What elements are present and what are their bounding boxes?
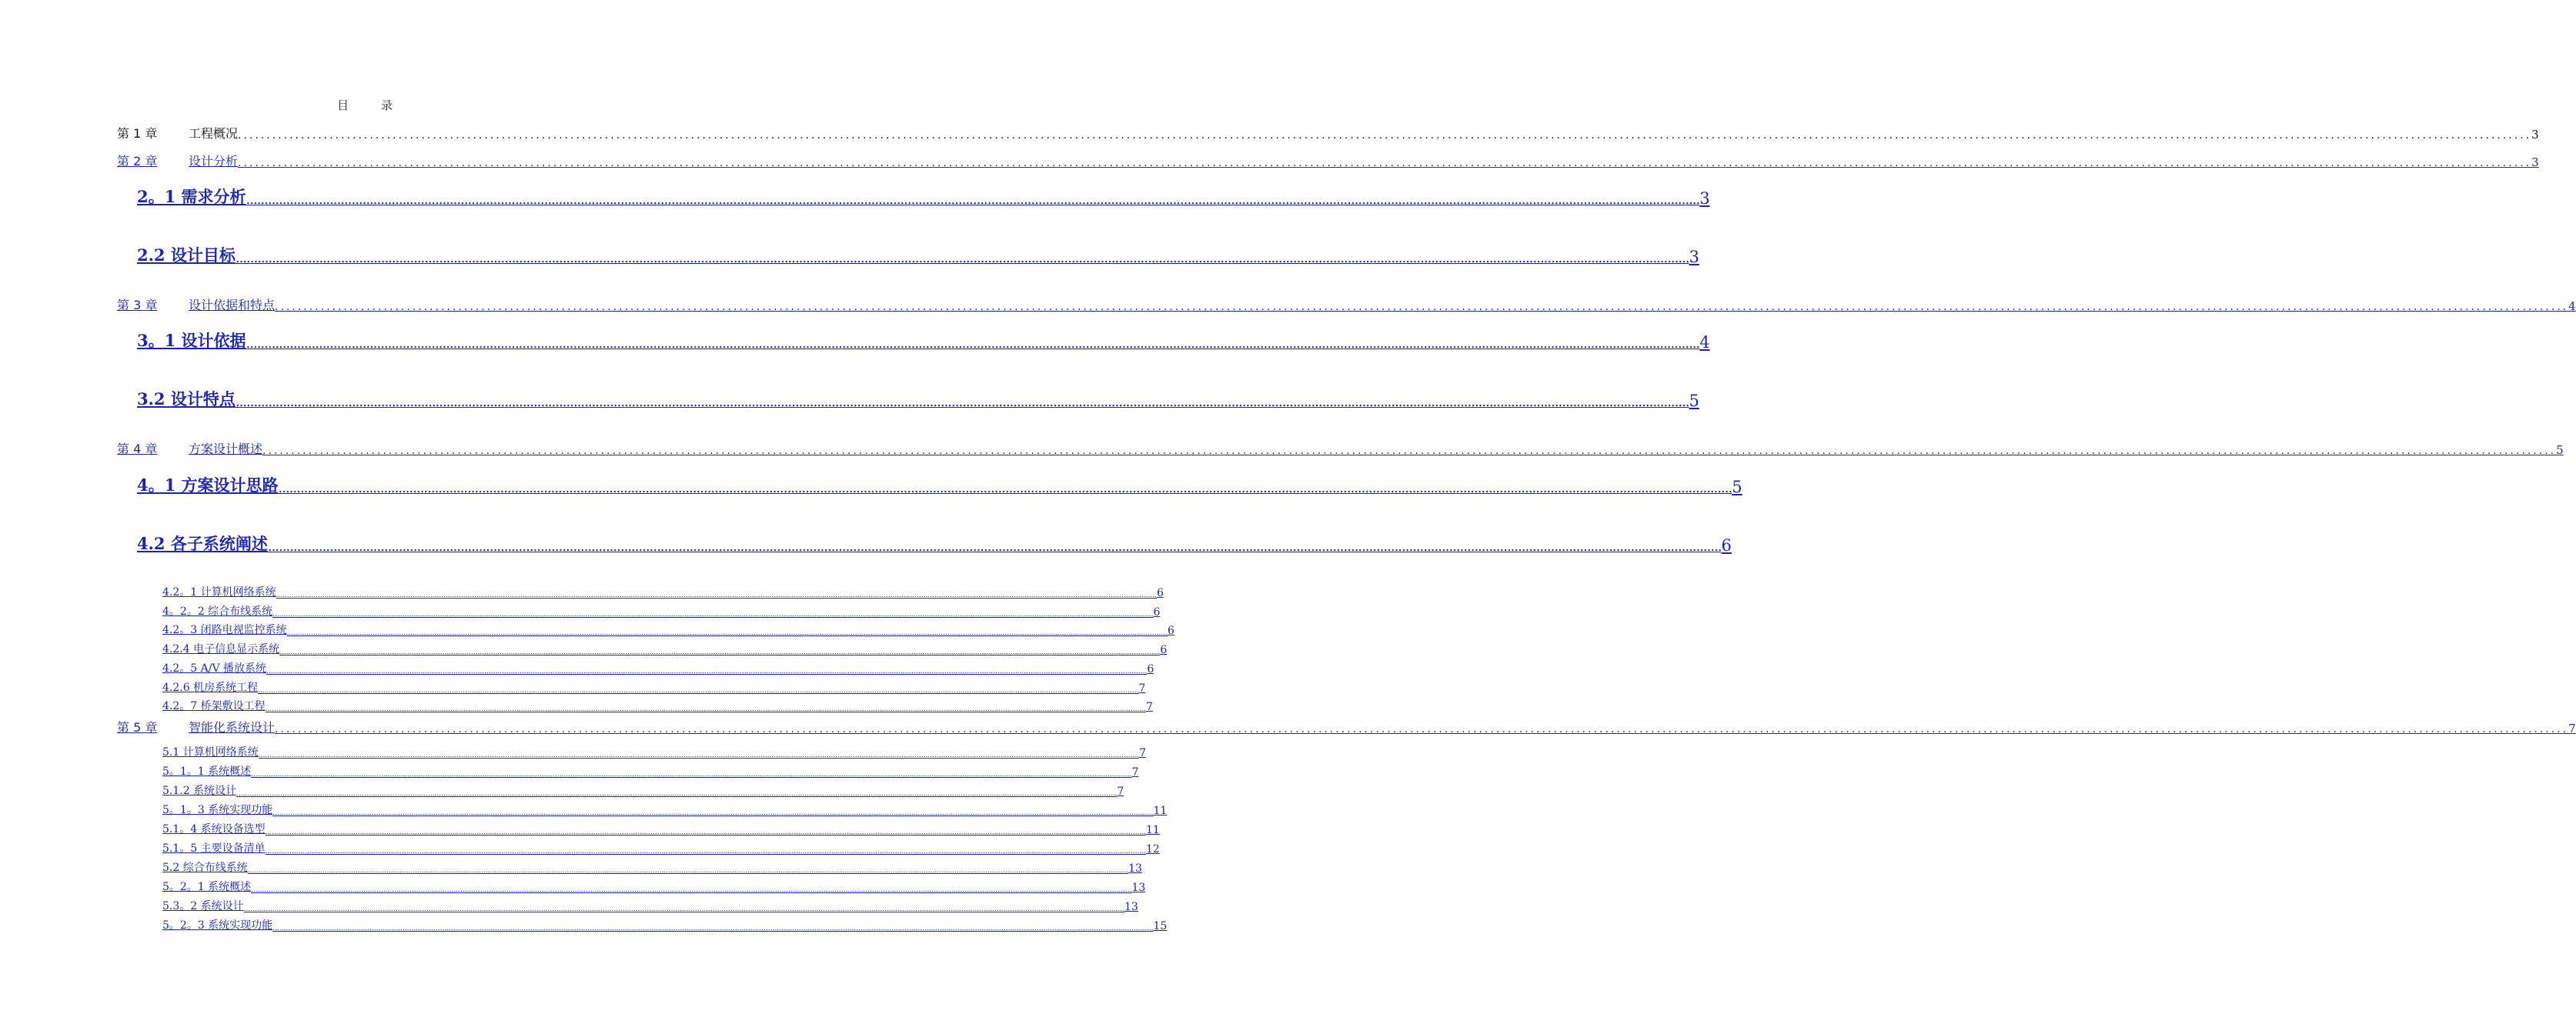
toc-entry-label[interactable]: 设计分析 [189, 154, 239, 168]
toc-entry-label[interactable]: 4.2。7 桥架敷设工程 [162, 700, 266, 712]
toc-entry[interactable] [162, 782, 1124, 798]
toc-page-number: 6 [1721, 536, 1732, 555]
toc-leader-dots: ................................................................................................................................................................................................................................................................................................................................................................................................................ [279, 649, 1161, 656]
toc-page-number: 7 [2568, 722, 2576, 735]
toc-leader-dots: ................................................................................................................................................................................................................................................................................................................................................................................................................ [258, 752, 1140, 759]
toc-entry-label[interactable]: 4.2。3 闭路电视监控系统 [162, 624, 287, 636]
toc-leader-dots: ................................................................................................................................................................................................................................................................................................................................................................................................................ [272, 809, 1154, 817]
toc-leader-dots: ................................................................................................................................................................................................................................................................................................................................................................................................................ [251, 886, 1132, 894]
toc-entry [117, 123, 2539, 142]
toc-entry[interactable] [162, 641, 1168, 656]
toc-leader-dots: ................................................................................................................................................................................................................................................................................................................................................................................................................ [238, 129, 2532, 142]
toc-entry[interactable] [117, 151, 2539, 169]
toc-leader-dots: ................................................................................................................................................................................................................................................................................................................................................................................................................ [275, 301, 2569, 313]
toc-entry[interactable] [162, 584, 1164, 599]
toc-entry-label[interactable]: 智能化系统设计 [189, 720, 276, 735]
toc-page-number: 7 [1139, 747, 1146, 759]
toc-leader-dots: ................................................................................................................................................................................................................................................................................................................................................................................................................ [243, 906, 1124, 913]
toc-title-left: 目 [336, 98, 350, 112]
toc-entry[interactable] [162, 821, 1160, 836]
toc-chapter-number: 第 4 章 [117, 442, 158, 456]
toc-page-number: 4 [1699, 333, 1710, 352]
toc-leader-dots: ................................................................................................................................................................................................................................................................................................................................................................................................................ [267, 539, 1722, 555]
toc-page-number: 13 [1131, 882, 1146, 894]
toc-entry-label[interactable]: 2.2 设计目标 [137, 245, 236, 265]
toc-entry[interactable] [137, 243, 1699, 266]
toc-entry[interactable] [137, 473, 1742, 496]
toc-entry-label[interactable]: 5.1。4 系统设备选型 [162, 823, 266, 836]
toc-leader-dots: ................................................................................................................................................................................................................................................................................................................................................................................................................ [266, 668, 1148, 675]
toc-page-number: 4 [2568, 299, 2576, 313]
toc-leader-dots: ................................................................................................................................................................................................................................................................................................................................................................................................................ [272, 925, 1154, 932]
toc-entry[interactable] [162, 917, 1168, 932]
toc-leader-dots: ................................................................................................................................................................................................................................................................................................................................................................................................................ [238, 157, 2532, 169]
toc-leader-dots: ................................................................................................................................................................................................................................................................................................................................................................................................................ [251, 771, 1132, 779]
toc-entry-label[interactable]: 5.3。2 系统设计 [162, 900, 244, 912]
toc-entry-label[interactable]: 方案设计概述 [189, 442, 263, 456]
toc-entry[interactable] [162, 802, 1168, 817]
toc-page-number: 6 [1156, 587, 1164, 599]
toc-entry[interactable] [162, 879, 1146, 894]
toc-page-number: 3 [2531, 155, 2539, 169]
toc-page-number: 5 [1689, 392, 1699, 410]
toc-page-number: 7 [1145, 701, 1153, 713]
toc-leader-dots: ................................................................................................................................................................................................................................................................................................................................................................................................................ [262, 445, 2557, 457]
toc-leader-dots: ................................................................................................................................................................................................................................................................................................................................................................................................................ [265, 848, 1146, 856]
toc-entry[interactable] [162, 840, 1160, 856]
toc-entry[interactable] [162, 744, 1146, 759]
toc-page-number: 12 [1145, 843, 1160, 856]
toc-leader-dots: ................................................................................................................................................................................................................................................................................................................................................................................................................ [235, 394, 1689, 410]
toc-leader-dots: ................................................................................................................................................................................................................................................................................................................................................................................................................ [286, 629, 1168, 637]
toc-entry-label[interactable]: 4.2。1 计算机网络系统 [162, 586, 276, 599]
toc-entry[interactable] [162, 763, 1139, 779]
toc-entry-label[interactable]: 5.2 综合布线系统 [162, 862, 248, 874]
toc-chapter-number: 第 5 章 [117, 720, 158, 735]
toc-page-number: 7 [1117, 786, 1124, 798]
toc-leader-dots: ................................................................................................................................................................................................................................................................................................................................................................................................................ [272, 611, 1154, 619]
toc-entry[interactable] [137, 532, 1732, 555]
toc-entry-label: 工程概况 [189, 126, 239, 141]
toc-page-number: 13 [1128, 862, 1142, 875]
toc-page-number: 3 [2531, 128, 2539, 142]
toc-entry-label[interactable]: 3。1 设计依据 [137, 331, 246, 350]
toc-leader-dots: ................................................................................................................................................................................................................................................................................................................................................................................................................ [247, 867, 1129, 875]
toc-leader-dots: ................................................................................................................................................................................................................................................................................................................................................................................................................ [258, 687, 1139, 695]
toc-leader-dots: ................................................................................................................................................................................................................................................................................................................................................................................................................ [265, 705, 1146, 713]
toc-page-number: 6 [1160, 644, 1168, 656]
toc-page-number: 11 [1145, 824, 1160, 836]
toc-entry[interactable] [162, 698, 1153, 713]
toc-entry-label[interactable]: 5。1。3 系统实现功能 [162, 804, 273, 816]
toc-leader-dots: ................................................................................................................................................................................................................................................................................................................................................................................................................ [265, 829, 1146, 836]
toc-entry-label[interactable]: 4.2 各子系统阐述 [137, 534, 268, 553]
toc-entry-label[interactable]: 4.2。5 A/V 播放系统 [162, 662, 267, 675]
toc-page-number: 3 [1699, 189, 1710, 208]
toc-page-number: 3 [1689, 248, 1699, 266]
toc-entry[interactable] [162, 859, 1142, 875]
toc-page-number: 6 [1167, 625, 1174, 637]
toc-chapter-number: 第 1 章 [117, 126, 158, 141]
toc-entry-label[interactable]: 5。2。1 系统概述 [162, 881, 252, 893]
toc-entry-label[interactable]: 5。1。1 系统概述 [162, 765, 252, 778]
toc-page-number: 15 [1153, 920, 1168, 932]
toc-entry-label[interactable]: 4.2.4 电子信息显示系统 [162, 643, 280, 655]
toc-leader-dots: ................................................................................................................................................................................................................................................................................................................................................................................................................ [246, 192, 1700, 208]
toc-page-number: 7 [1138, 682, 1146, 695]
toc-leader-dots: ................................................................................................................................................................................................................................................................................................................................................................................................................ [236, 790, 1118, 798]
toc-entry[interactable] [137, 387, 1699, 410]
toc-entry-label[interactable]: 4。1 方案设计思路 [137, 475, 279, 495]
toc-entry-label[interactable]: 4。2。2 综合布线系统 [162, 605, 273, 618]
toc-entry-label[interactable]: 设计依据和特点 [189, 298, 276, 312]
toc-page-number: 6 [1147, 663, 1154, 675]
toc-entry[interactable] [162, 622, 1174, 637]
toc-page-number: 7 [1131, 766, 1139, 779]
toc-entry[interactable] [137, 329, 1710, 352]
toc-title [0, 97, 731, 113]
toc-leader-dots: ................................................................................................................................................................................................................................................................................................................................................................................................................ [235, 250, 1689, 266]
toc-leader-dots: ................................................................................................................................................................................................................................................................................................................................................................................................................ [278, 480, 1732, 496]
toc-entry[interactable] [162, 603, 1161, 619]
toc-chapter-number: 第 2 章 [117, 154, 158, 168]
toc-entry[interactable] [162, 898, 1138, 913]
toc-entry-label[interactable]: 5.1.2 系统设计 [162, 785, 237, 797]
toc-entry-label[interactable]: 5.1。5 主要设备清单 [162, 842, 266, 855]
toc-entry[interactable] [162, 679, 1146, 695]
toc-leader-dots: ................................................................................................................................................................................................................................................................................................................................................................................................................ [246, 335, 1700, 352]
toc-entry[interactable] [162, 660, 1154, 675]
toc-page-number: 5 [2556, 443, 2564, 457]
toc-page-number: 6 [1153, 606, 1161, 619]
toc-entry-label[interactable]: 4.2.6 机房系统工程 [162, 682, 259, 694]
toc-page-number: 13 [1124, 901, 1138, 913]
toc-entry-label[interactable]: 2。1 需求分析 [137, 187, 246, 206]
toc-leader-dots: ................................................................................................................................................................................................................................................................................................................................................................................................................ [276, 592, 1157, 599]
toc-entry[interactable] [117, 439, 2564, 457]
toc-entry[interactable] [117, 717, 2576, 735]
toc-entry[interactable] [137, 185, 1710, 208]
toc-page-number: 11 [1153, 805, 1168, 817]
toc-chapter-number: 第 3 章 [117, 298, 158, 312]
toc-entry[interactable] [117, 295, 2576, 313]
toc-leader-dots: ................................................................................................................................................................................................................................................................................................................................................................................................................ [275, 723, 2569, 735]
toc-page-number: 5 [1732, 478, 1742, 496]
toc-entry-label[interactable]: 5.1 计算机网络系统 [162, 746, 259, 759]
toc-entry-label[interactable]: 5。2。3 系统实现功能 [162, 919, 273, 932]
toc-title-right: 录 [381, 98, 395, 112]
toc-entry-label[interactable]: 3.2 设计特点 [137, 389, 236, 409]
